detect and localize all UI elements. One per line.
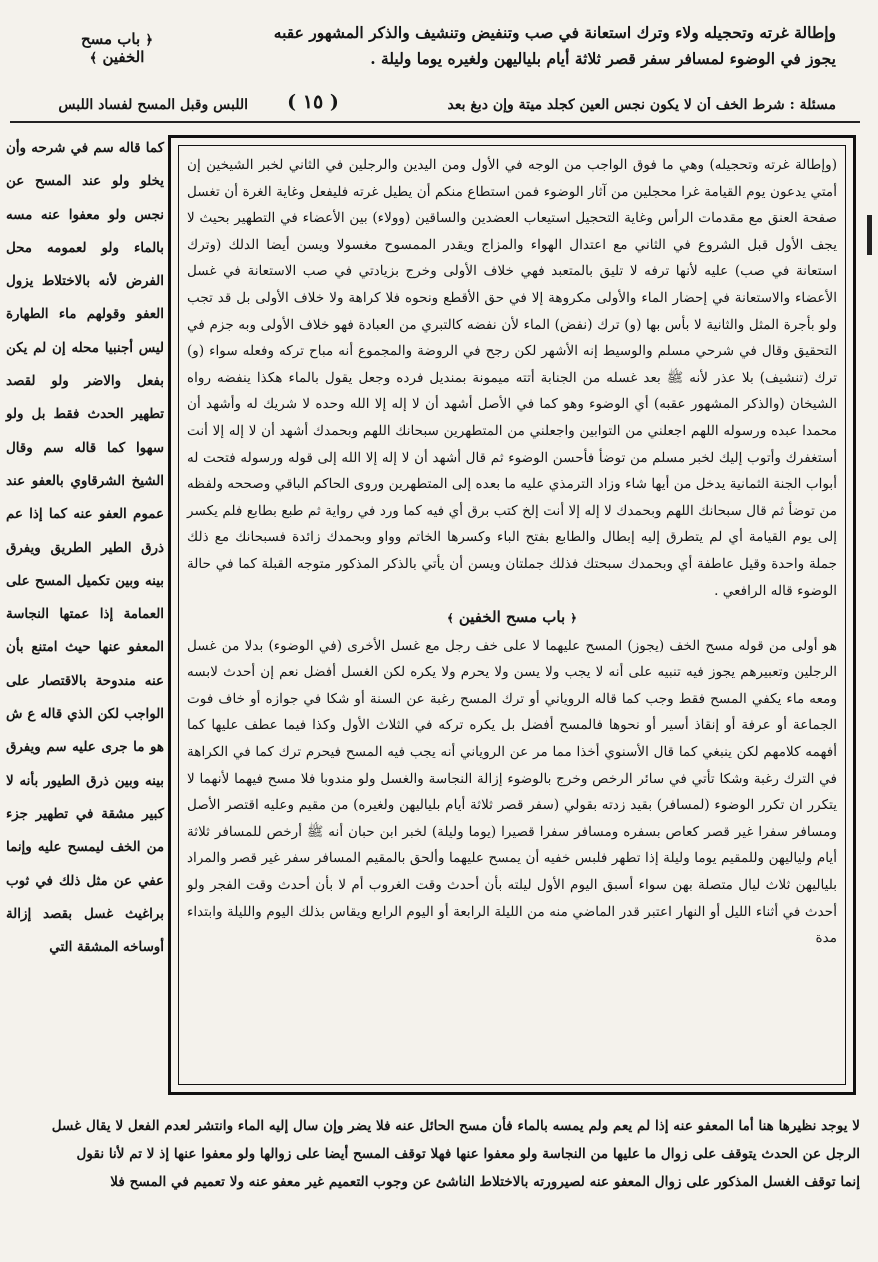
header-divider (10, 121, 860, 123)
bottom-line-1: لا يوجد نظيرها هنا أما المعفو عنه إذا لم يعم ولم يمسه بالماء فأن مسح الحائل عنه فلا يضر وإن سال إليه الماء وانتشر لعدم الفعل لا يقال غسل (51, 1118, 860, 1134)
commentary-paragraph: (وإطالة غرته وتحجيله) وهي ما فوق الواجب من الوجه في الأول ومن اليدين والرجلين في الثاني لخبر الشيخين إن أمتي يدعون يوم القيامة غرا محجلين من آثار الوضوء فمن استطاع منكم أن يطيل غرته فليفعل وغاية الغرة أن تغسل صفحة العنق مع مقدمات الرأس وغاية التحجيل استيعاب العضدين والساقين (وولاء) بين الأعضاء في التطهير بحيث لا يجف الأول قبل الشروع في الثاني مع اعتدال الهواء والمزاج ويقدر الممسوح مغسولا ويسن أيضا الدلك (وترك استعانة في صب) عليه لأنها ترفه لا تليق بالمتعبد فهي خلاف الأولى وخرج بزيادتي في صب الاستعانة في غسل الأعضاء والاستعانة في إحضار الماء والأولى مكروهة إلا في حق الأقطع ونحوه فلا كراهة ولا خلاف الأولى بل قد تجب ولو بأجرة المثل والثانية لا بأس بها (و) ترك (نفض) الماء لأن نفضه كالتبري من العبادة فهو خلاف الأولى وبه جزم في التحقيق وقال في شرحي مسلم والوسيط إنه الأشهر لكن رجح في الروضة والمجموع أنه مباح تركه وفعله سواء (و) ترك (تنشيف) بلا عذر لأنه ﷺ بعد غسله من الجنابة أتته ميمونة بمنديل فرده وجعل يقول بالماء هكذا ينفضه رواه الشيخان (والذكر المشهور عقبه) أي الوضوء وهو كما في الأصل أشهد أن لا إله إلا الله وحده لا شريك له وأشهد أن محمدا عبده ورسوله اللهم اجعلني من التوابين واجعلني من المتطهرين سبحانك اللهم وبحمدك أشهد أن لا إله إلا أنت أستغفرك وأتوب إليك لخبر مسلم من توضأ فأحسن الوضوء ثم قال أشهد أن لا إله إلا الله إلى قوله ورسوله فتحت له أبواب الجنة الثمانية يدخل من أيها شاء وزاد الترمذي عليه ما بعده إلى المتطهرين وروى الحاكم الباقي وصححه ولفظه من توضأ ثم قال سبحانك اللهم وبحمدك لا إله إلا أنت إلخ كتب برق أي فيه كما ورد في رواية ثم طبع بطابع فلم يكسر إلى يوم القيامة أي لم يتطرق إليه إبطال والطابع بفتح الباء وكسرها الخاتم وواو وبحمدك زائدة فسبحانك مع ذلك جملة واحدة وقيل عاطفة أي وبحمدك سبحتك فذلك جملتان ويسن أن يأتي بالذكر المذكور متوجه القبلة كما في حالة الوضوء قاله الرافعي . (187, 157, 837, 599)
commentary-text (187, 152, 837, 952)
commentary-inner-frame (178, 145, 846, 1085)
bottom-line-3: إنما توقف الغسل المذكور على زوال المعفو عنه لصيرورته بالاختلاط الناشئ عن وجوب التعميم غير معفو عنه ولا تعميم في المسح فلا (110, 1174, 860, 1190)
chapter-title-top (62, 30, 172, 66)
running-header (0, 91, 858, 117)
edge-mark (867, 215, 872, 255)
chapter-heading-inline (187, 604, 837, 633)
chapter-heading-text: باب مسح الخفين (458, 608, 566, 627)
top-main-line-1: وإطالة غرته وتحجيله ولاء وترك استعانة في صب وتنفيض وتنشيف والذكر المشهور عقبه (273, 23, 836, 42)
ornament-close-icon: ﴾ (447, 612, 454, 626)
commentary-paragraph-2: هو أولى من قوله مسح الخف (يجوز) المسح عليهما لا على خف رجل مع غسل الأخرى (في الوضوء) بدلا من غسل الرجلين وتعبيرهم يجوز فيه تنبيه على أنه لا يجب ولا يسن ولا يحرم ولا يكره لكن الغسل أفضل نعم إن أحدث لابسه ومعه ماء يكفي المسح فقط وجب كما قاله الروياني أو ترك المسح رغبة عن السنة أو شكا في جوازه أو خاف فوت الجماعة أو عرفة أو إنقاذ أسير أو نحوها فالمسح أفضل بل يكره تركه في الثلاث الأول وكذا فيما عطف عليها كما أفهمه كلامهم لكن ينبغي كما قال الأسنوي أخذا مما مر عن الروياني أنه يجب فيه المسح فيحرم ترك كما في الكراهة في الترك رغبة وشكا تأتي في سائر الرخص وخرج بالوضوء إزالة النجاسة والغسل ولو مندوبا فلا مسح فيهما لأنهما لا يتكرر ان تكرر الوضوء (لمسافر) بقيد زدته بقولي (سفر قصر ثلاثة أيام بلياليهن ولغيره) من مقيم وعليه اقتصر الأصل ومسافر سفرا غير قصر كعاص بسفره ومسافر سفرا قصيرا (يوما وليلة) لخبر ابن حبان أنه ﷺ أرخص للمسافر ثلاثة أيام ولياليهن وللمقيم يوما وليلة إذا تطهر فلبس خفيه أن يمسح عليهما وألحق بالمقيم المسافر سفر غير قصر والمراد بلياليهن ثلاث ليال متصلة بهن سواء أسبق اليوم الأول ليلته بأن أحدث وقت الغروب أم لا بأن أحدث وقت الفجر ولو أحدث في أثناء الليل أو النهار اعتبر قدر الماضي منه من الليلة الرابعة أو اليوم الرابع ويقاس بذلك اليوم والليلة وابتداء مدة (187, 637, 837, 947)
bottom-line-2: الرجل عن الحدث يتوقف على زوال ما عليها من النجاسة ولو معفوا عنها فهلا توقف المسح أيضا على زوالها ولو معفوا عنها إذ لا تم لأنا نقول (76, 1146, 860, 1162)
top-main-line-2: يجوز في الوضوء لمسافر سفر قصر ثلاثة أيام بلياليهن ولغيره يوما وليلة . (370, 49, 836, 68)
margin-gloss-column: كما قاله سم في شرحه وأن يخلو ولو عند المسح عن نجس ولو معفوا عنه مسه بالماء ولو لعمومه محل الفرض لأنه بالاختلاط يزول العفو وقولهم ماء الطهارة ليس أجنبيا محله إن لم يكن بفعل والاضر ولو لقصد تطهير الحدث فقط بل ولو سهوا كما قاله سم وقال الشيخ الشرقاوي بالعفو عند عموم العفو عنه كما إذا عم ذرق الطير الطريق ويفرق بينه وبين تكميل المسح على العمامة إذا عمتها النجاسة المعفو عنها حيث امتنع بأن عنه مندوحة بالاقتصار على الواجب لكن الذي قاله ع ش هو ما جرى عليه سم ويفرق بينه وبين ذرق الطيور بأنه لا كبير مشقة في تطهير جزء من الخف ليمسح عليه وإنما عفي عن مثل ذلك في ثوب براغيث غسل بقصد إزالة أوساخه المشقة التي (6, 140, 164, 956)
header-left-text: اللبس وقبل المسح لفساد اللبس (58, 97, 248, 113)
bottom-gloss (10, 1112, 860, 1196)
page-number: ( ١٥ ) (287, 91, 339, 113)
header-right-text: مسئلة : شرط الخف أن لا يكون نجس العين كجلد ميتة وإن دبغ بعد (447, 97, 836, 113)
ornament-open-icon: ﴿ (145, 33, 154, 48)
ornament-open-icon: ﴿ (570, 612, 577, 626)
ornament-close-icon: ﴾ (89, 51, 98, 66)
commentary-frame (168, 135, 856, 1095)
chapter-title-top-text: باب مسح الخفين (80, 30, 145, 66)
top-main-text (176, 20, 836, 72)
